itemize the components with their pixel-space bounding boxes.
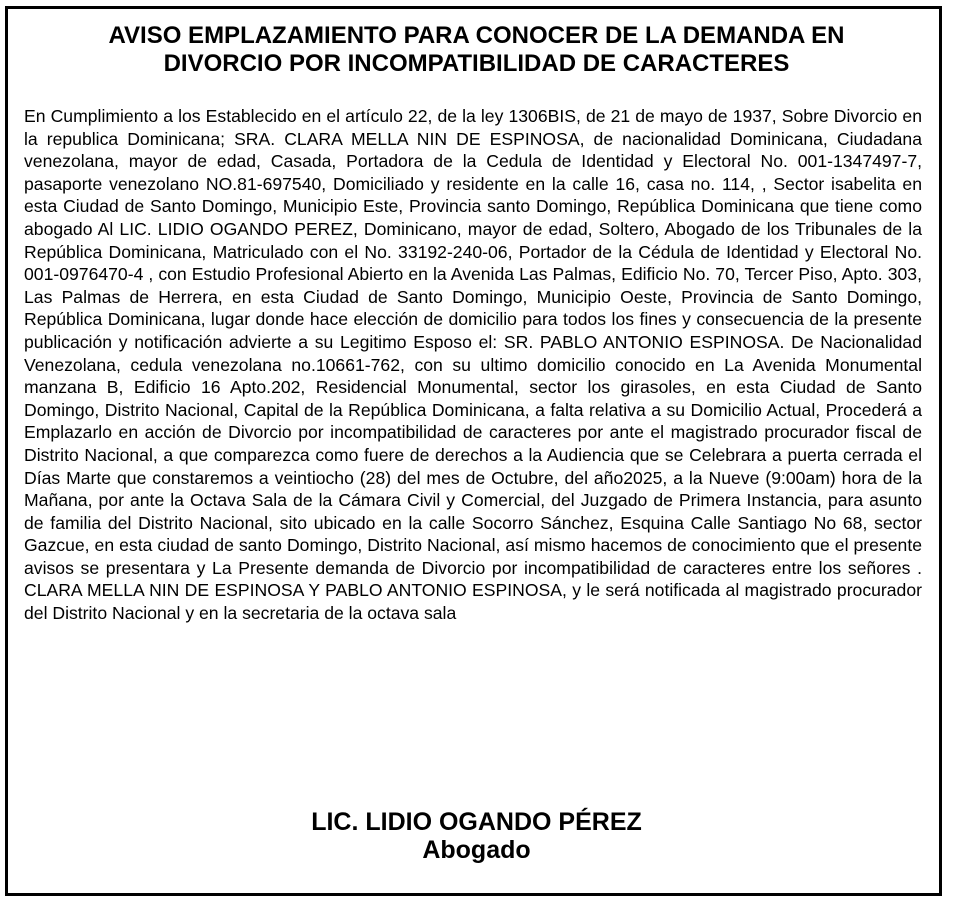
notice-title-line-2: DIVORCIO POR INCOMPATIBILIDAD DE CARACTERES bbox=[163, 50, 790, 77]
signature-role: Abogado bbox=[422, 836, 531, 864]
notice-title-line-1: AVISO EMPLAZAMIENTO PARA CONOCER DE LA DEMANDA EN bbox=[108, 22, 845, 49]
notice-body: En Cumplimiento a los Establecido en el artículo 22, de la ley 1306BIS, de 21 de mayo de 1937, Sobre Divorcio en la republica Dominicana; SRA. CLARA MELLA NIN DE ESPINOSA, de nacionalidad Dominicana, Ciudadana venezolana, mayor de edad, Casada, Portadora de la Cedula de Identidad y Electoral No. 001-1347497-7, pasaporte venezolano NO.81-697540, Domiciliado y residente en la calle 16, casa no. 114, , Sector isabelita en esta Ciudad de Santo Domingo, Municipio Este, Provincia santo Domingo, República Dominicana que tiene como abogado Al LIC. LIDIO OGANDO PEREZ, Dominicano, mayor de edad, Soltero, Abogado de los Tribunales de la República Dominicana, Matriculado con el No. 33192-240-06, Portador de la Cédula de Identidad y Electoral No. 001-0976470-4 , con Estudio Profesional Abierto en la Avenida Las Palmas, Edificio No. 70, Tercer Piso, Apto. 303, Las Palmas de Herrera, en esta Ciudad de Santo Domingo, Municipio Oeste, Provincia de Santo Domingo, República Dominicana, lugar donde hace elección de domicilio para todos los fines y consecuencia de la presente publicación y notificación advierte a su Legitimo Esposo el: SR. PABLO ANTONIO ESPINOSA. De Nacionalidad Venezolana, cedula venezolana no.10661-762, con su ultimo domicilio conocido en La Avenida Monumental manzana B, Edificio 16 Apto.202, Residencial Monumental, sector los girasoles, en esta Ciudad de Santo Domingo, Distrito Nacional, Capital de la República Dominicana, a falta relativa a su Domicilio Actual, Procederá a Emplazarlo en acción de Divorcio por incompatibilidad de caracteres por ante el magistrado procurador fiscal de Distrito Nacional, a que comparezca como fuere de derechos a la Audiencia que se Celebrara a puerta cerrada el Días Marte que constaremos a veintiocho (28) del mes de Octubre, del año2025, a la Nueve (9:00am) hora de la Mañana, por ante la Octava Sala de la Cámara Civil y Comercial, del Juzgado de Primera Instancia, para asunto de familia del Distrito Nacional, sito ubicado en la calle Socorro Sánchez, Esquina Calle Santiago No 68, sector Gazcue, en esta ciudad de santo Domingo, Distrito Nacional, así mismo hacemos de conocimiento que el presente avisos se presentara y La Presente demanda de Divorcio por incompatibilidad de caracteres entre los señores . CLARA MELLA NIN DE ESPINOSA Y PABLO ANTONIO ESPINOSA, y le será notificada al magistrado procurador del Distrito Nacional y en la secretaria de la octava sala bbox=[24, 106, 922, 624]
signature-block bbox=[14, 808, 939, 864]
notice-title bbox=[14, 22, 939, 78]
signature-name: LIC. LIDIO OGANDO PÉREZ bbox=[311, 808, 642, 836]
